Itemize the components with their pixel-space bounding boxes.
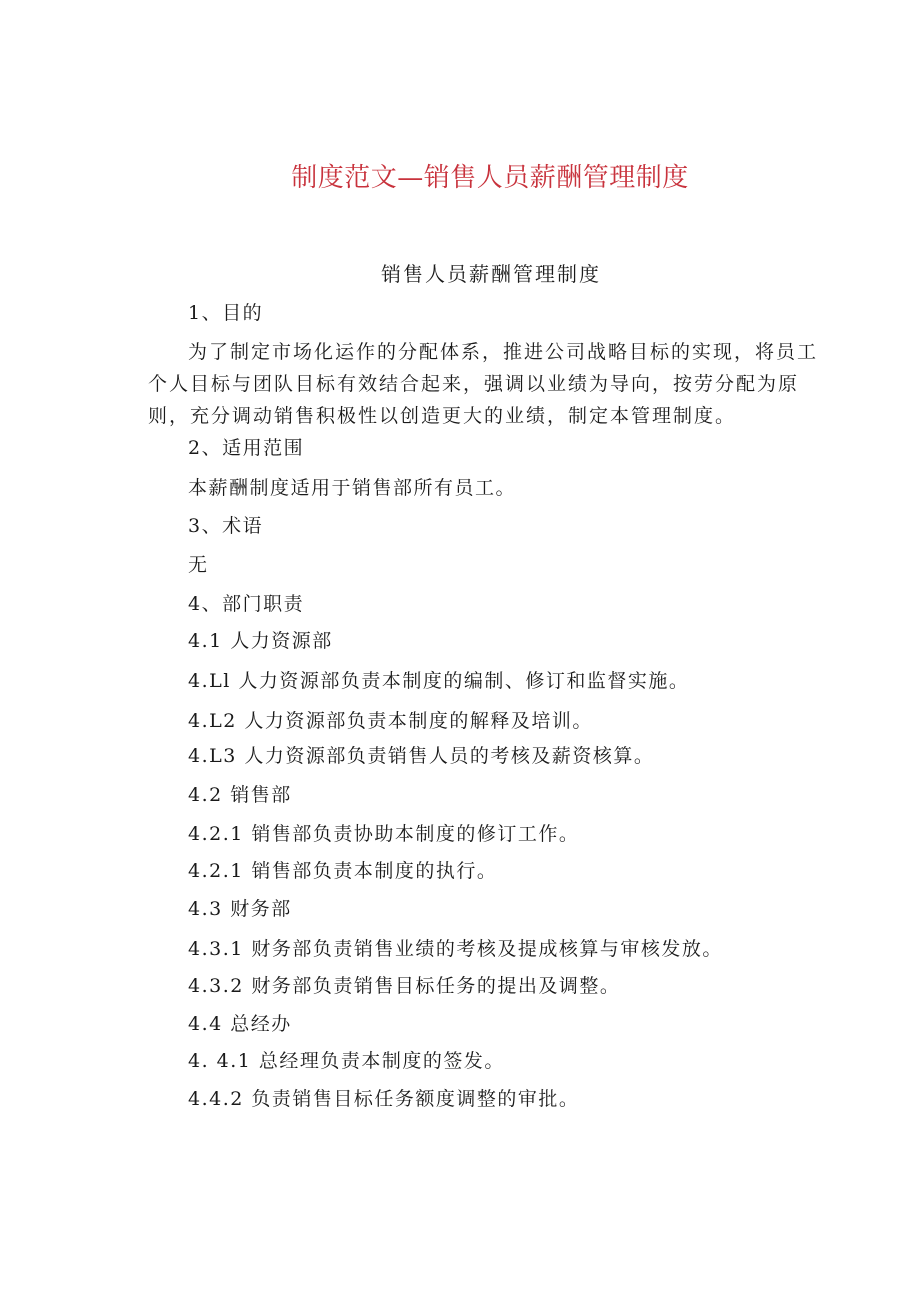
hr-duty-2: 4.L2 人力资源部负责本制度的解释及培训。 <box>188 710 593 732</box>
sales-duty-2: 4.2.1 销售部负责本制度的执行。 <box>188 860 498 882</box>
purpose-paragraph: 为了制定市场化运作的分配体系，推进公司战略目标的实现，将员工个人目标与团队目标有效结合起来，强调以业绩为导向，按劳分配为原则，充分调动销售积极性以创造更大的业绩，制定本管理制度。 <box>148 341 819 427</box>
scope-paragraph: 本薪酬制度适用于销售部所有员工。 <box>188 477 517 499</box>
document-title: 制度范文—销售人员薪酬管理制度 <box>291 163 689 193</box>
hr-duty-3: 4.L3 人力资源部负责销售人员的考核及薪资核算。 <box>188 745 655 767</box>
section-heading-purpose: 1、目的 <box>188 302 264 324</box>
finance-duty-1: 4.3.1 财务部负责销售业绩的考核及提成核算与审核发放。 <box>188 938 723 960</box>
document-subtitle: 销售人员薪酬管理制度 <box>381 262 601 286</box>
sales-duty-1: 4.2.1 销售部负责协助本制度的修订工作。 <box>188 823 580 845</box>
hr-duty-1: 4.Ll 人力资源部负责本制度的编制、修订和监督实施。 <box>188 670 690 692</box>
finance-duty-2: 4.3.2 财务部负责销售目标任务的提出及调整。 <box>188 975 621 997</box>
subsection-gm-office: 4.4 总经办 <box>188 1013 292 1035</box>
subsection-hr: 4.1 人力资源部 <box>188 630 333 652</box>
terms-paragraph: 无 <box>188 554 209 576</box>
section-heading-duties: 4、部门职责 <box>188 593 305 615</box>
subsection-sales: 4.2 销售部 <box>188 784 292 806</box>
subsection-finance: 4.3 财务部 <box>188 898 292 920</box>
gm-duty-1: 4. 4.1 总经理负责本制度的签发。 <box>188 1050 505 1072</box>
section-heading-scope: 2、适用范围 <box>188 437 305 459</box>
gm-duty-2: 4.4.2 负责销售目标任务额度调整的审批。 <box>188 1088 580 1110</box>
section-heading-terms: 3、术语 <box>188 515 264 537</box>
